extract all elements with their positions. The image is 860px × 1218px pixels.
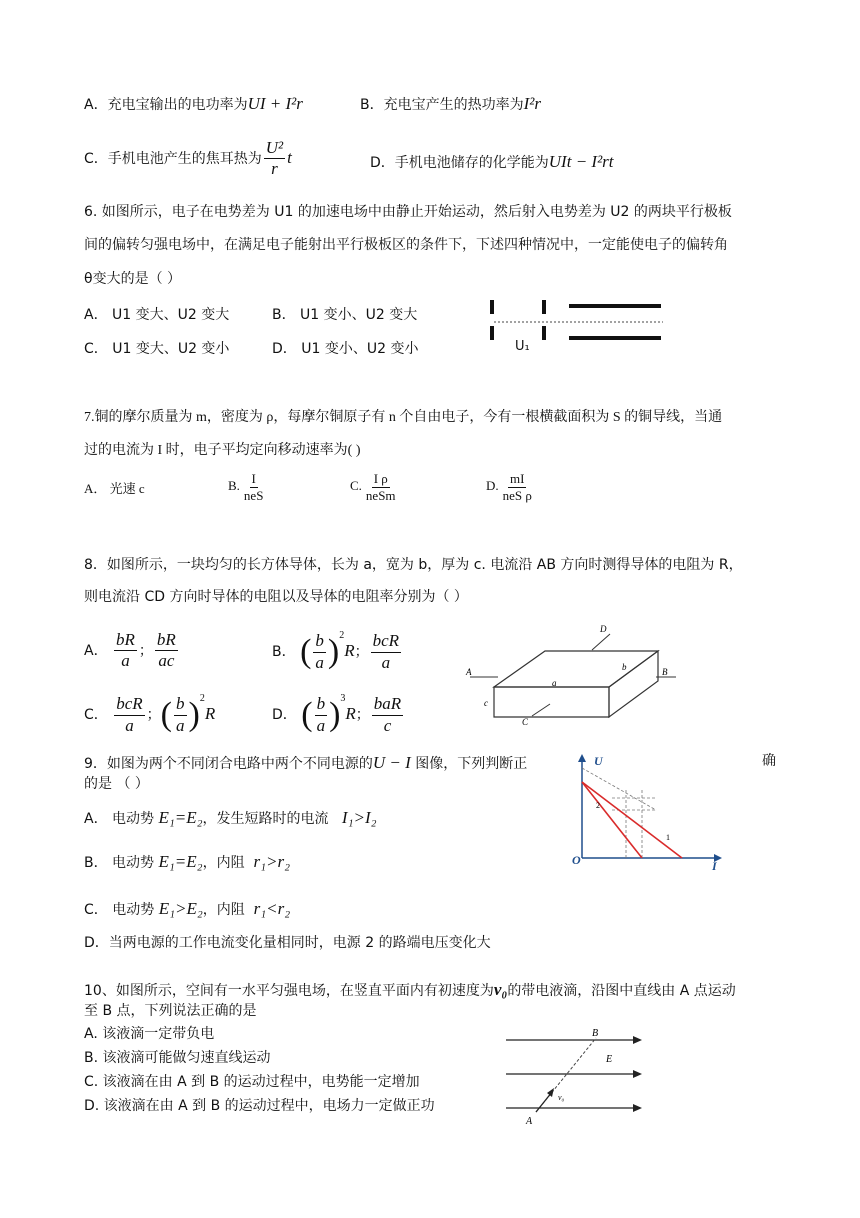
v0-label: v₀	[558, 1093, 565, 1102]
block-side-face	[609, 651, 658, 717]
q8-b-frac1-num: b	[313, 631, 326, 652]
q7-option-b	[228, 471, 267, 503]
q9-a-math: E₁=E₂	[158, 808, 203, 827]
q9-stem-text-a: 9．如图为两个不同闭合电路中两个不同电源的	[84, 756, 373, 772]
q8-c-paren-close: )	[188, 696, 200, 733]
q5-option-b	[360, 94, 541, 114]
q7-option-c-label: C.	[350, 478, 362, 494]
q7-option-d-fraction	[501, 471, 534, 503]
q7-d-den: neS ρ	[502, 487, 532, 503]
fig-label-c-point: C	[522, 717, 529, 727]
q5-option-a-formula: UI + I²r	[247, 94, 303, 113]
q8-a-frac2	[155, 630, 178, 672]
plate-mid-top	[542, 300, 546, 314]
q6-figure	[485, 296, 670, 358]
q9-b-math2: r₁>r₂	[253, 852, 291, 871]
fig-label-length: a	[552, 678, 557, 688]
q5-option-c-text: C．手机电池产生的焦耳热为	[84, 150, 262, 167]
q6-option-d: D． U1 变小、U2 变小	[272, 341, 419, 357]
field-e-label: E	[606, 1054, 613, 1065]
q8-option-d	[272, 693, 405, 736]
q7-c-den: neSm	[365, 487, 396, 503]
deflection-plate-top	[569, 304, 661, 308]
q6-option-b: B． U1 变小、U2 变大	[272, 307, 418, 323]
q8-d-exponent: 3	[340, 693, 346, 704]
q6-option-a: A． U1 变大、U2 变大	[84, 307, 230, 323]
q8-c-frac2-num: b	[174, 694, 187, 715]
block-front-face	[494, 687, 609, 717]
q8-a-frac1-num: bR	[114, 630, 137, 651]
q8-c-sep: ；	[146, 707, 161, 723]
q10-field-figure	[502, 1026, 652, 1126]
q8-c-exponent: 2	[199, 693, 205, 704]
q9-stem-line2: 的是 （ ）	[84, 776, 149, 792]
q6-stem-line3: θ变大的是（ ）	[84, 271, 182, 287]
q7-stem-line1: 7.铜的摩尔质量为 m，密度为 ρ，每摩尔铜原子有 n 个自由电子，今有一根横截面积为 S 的铜导线，当通	[84, 410, 723, 425]
i-axis-label: I	[712, 859, 717, 873]
q8-d-frac2	[372, 694, 403, 736]
plate-left-top	[490, 300, 494, 314]
q8-a-label: A．	[84, 642, 108, 659]
q9-stem-math: U − I	[372, 753, 411, 772]
q8-b-paren-close: )	[327, 633, 340, 670]
q8-d-paren-open: (	[301, 696, 313, 733]
v0-vector-arrow	[547, 1088, 554, 1097]
q6-option-c: C． U1 变大、U2 变小	[84, 341, 230, 357]
q5-option-a-text: A．充电宝输出的电功率为	[84, 97, 248, 113]
u-axis-label: U	[594, 754, 603, 768]
q8-d-frac1-num: b	[315, 694, 328, 715]
q10-stem-v0: v₀	[493, 980, 508, 999]
q8-c-frac1	[114, 694, 144, 736]
q9-b-math: E₁=E₂	[158, 852, 203, 871]
origin-label: O	[572, 853, 581, 867]
q9-option-c	[84, 899, 290, 919]
q9-ui-graph	[570, 752, 730, 873]
q5-option-d	[370, 152, 614, 172]
q10-stem-line1	[84, 980, 736, 1000]
lead-c	[532, 704, 550, 716]
q7-c-num: I ρ	[373, 471, 388, 486]
fig-label-b-point: B	[662, 667, 668, 677]
q5-option-a	[84, 94, 303, 114]
u-axis-arrow	[578, 754, 586, 762]
q8-d-frac2-den: c	[383, 715, 392, 735]
q7-option-c	[350, 471, 400, 503]
q8-b-frac2	[371, 631, 401, 673]
q9-c-math2: r₁<r₂	[253, 899, 291, 918]
q5-option-c-fraction	[264, 138, 285, 180]
q8-c-frac1-num: bcR	[114, 694, 144, 715]
fig-label-d-point: D	[600, 624, 607, 634]
q10-option-a: A. 该液滴一定带负电	[84, 1026, 215, 1042]
q8-a-frac1	[114, 630, 137, 672]
fig-label-thickness: c	[484, 698, 488, 708]
q8-c-frac1-den: a	[125, 715, 134, 735]
q8-d-r: R	[345, 704, 356, 723]
q7-option-a: A． 光速 c	[84, 481, 145, 496]
q5-option-d-text: D．手机电池储存的化学能为	[370, 155, 549, 171]
q7-option-b-label: B.	[228, 478, 240, 494]
q8-d-paren-close: )	[329, 696, 341, 733]
q8-b-frac2-num: bcR	[371, 631, 401, 652]
q6-stem-line1: 6. 如图所示，电子在电势差为 U1 的加速电场中由静止开始运动，然后射入电势差为 U2 的两块平行极板	[84, 204, 732, 220]
fig-label-a-point: A	[466, 667, 472, 677]
q8-stem-line2: 则电流沿 CD 方向时导体的电阻以及导体的电阻率分别为（ ）	[84, 589, 468, 605]
line-2-label: 2	[596, 801, 600, 810]
q8-a-frac2-den: ac	[158, 651, 175, 671]
q7-option-d-label: D.	[486, 478, 499, 494]
q10-stem-line2: 至 B 点，下列说法正确的是	[84, 1003, 257, 1019]
q8-b-frac1	[313, 631, 326, 673]
q9-stem-line1-end: 确	[762, 753, 776, 769]
q8-b-paren-open: (	[300, 633, 312, 670]
q8-option-b	[272, 630, 403, 673]
q9-a-pre: A． 电动势	[84, 811, 159, 827]
q8-d-frac1-den: a	[316, 715, 326, 735]
q8-figure-block	[462, 620, 682, 730]
q7-stem-line2: 过的电流为 I 时，电子平均定向移动速率为( )	[84, 443, 361, 458]
q8-d-frac2-num: baR	[372, 694, 403, 715]
line-1-label: 1	[666, 833, 670, 842]
point-a-label: A	[526, 1116, 533, 1127]
q8-b-exponent: 2	[339, 630, 345, 641]
q5-option-c-tail: t	[287, 147, 292, 167]
q9-c-math: E₁>E₂	[158, 899, 203, 918]
q7-b-num: I	[251, 471, 256, 486]
plate-left-bottom	[490, 326, 494, 340]
q9-stem-line1	[84, 753, 527, 773]
q8-b-r: R	[344, 641, 355, 660]
q9-b-pre: B． 电动势	[84, 855, 159, 871]
q8-d-label: D．	[272, 707, 297, 723]
q9-c-pre: C． 电动势	[84, 902, 159, 918]
q8-b-label: B．	[272, 644, 296, 660]
q7-d-num: mI	[510, 471, 525, 486]
deflection-plate-bottom	[569, 336, 661, 340]
q8-stem-line1: 8．如图所示，一块均匀的长方体导体，长为 a，宽为 b，厚为 c. 电流沿 AB 方向时测得导体的电阻为 R，	[84, 557, 743, 573]
q9-c-mid: ，内阻	[202, 902, 245, 918]
q8-option-c	[84, 693, 215, 736]
q8-a-sep: ；	[138, 642, 153, 659]
plate-mid-bottom	[542, 326, 546, 340]
q8-c-label: C．	[84, 707, 108, 723]
guide-dashed	[582, 768, 656, 810]
q10-stem-text-b: 的带电液滴，沿图中直线由 A 点运动	[507, 983, 736, 999]
q9-a-math2: I₁>I₂	[341, 808, 377, 827]
q8-a-frac2-num: bR	[155, 630, 178, 651]
q6-figure-label-u1: U₁	[515, 339, 530, 354]
q8-c-r: R	[204, 704, 216, 723]
q5-c-denominator: r	[271, 159, 278, 179]
q8-c-frac2-den: a	[176, 715, 185, 735]
q5-option-d-formula: UIt − I²rt	[548, 152, 614, 171]
q8-a-frac1-den: a	[121, 651, 130, 671]
q7-option-b-fraction	[242, 471, 266, 503]
field-line-3-arrow	[633, 1104, 642, 1112]
q9-a-mid: ，发生短路时的电流	[202, 811, 329, 827]
q9-option-a	[84, 808, 377, 828]
field-line-1-arrow	[633, 1036, 642, 1044]
q10-option-c: C. 该液滴在由 A 到 B 的运动过程中，电势能一定增加	[84, 1074, 420, 1090]
q5-option-c	[84, 138, 292, 180]
q5-option-b-text: B．充电宝产生的热功率为	[360, 97, 524, 113]
q8-c-frac2	[174, 694, 187, 736]
q8-option-a	[84, 630, 180, 672]
q8-d-sep: ；	[355, 707, 370, 723]
q10-stem-text-a: 10、如图所示，空间有一水平匀强电场，在竖直平面内有初速度为	[84, 983, 494, 999]
field-line-2-arrow	[633, 1070, 642, 1078]
q5-c-numerator: U²	[264, 138, 285, 159]
q9-stem-text-b: 图像，下列判断正	[410, 756, 528, 772]
fig-label-width: b	[622, 662, 627, 672]
point-b-label: B	[592, 1028, 599, 1039]
q9-b-mid: ，内阻	[202, 855, 245, 871]
q7-option-d	[486, 471, 536, 503]
q10-option-d: D. 该液滴在由 A 到 B 的运动过程中，电场力一定做正功	[84, 1098, 435, 1114]
q5-option-b-formula: I²r	[523, 94, 541, 113]
q8-b-frac2-den: a	[381, 652, 391, 672]
q10-option-b: B. 该液滴可能做匀速直线运动	[84, 1050, 271, 1066]
q7-b-den: neS	[243, 487, 264, 503]
q7-option-c-fraction	[364, 471, 398, 503]
q8-d-frac1	[315, 694, 328, 736]
q8-b-frac1-den: a	[315, 652, 324, 672]
q9-option-d: D．当两电源的工作电流变化量相同时，电源 2 的路端电压变化大	[84, 935, 491, 951]
q6-stem-line2: 间的偏转匀强电场中，在满足电子能射出平行极板区的条件下，下述四种情况中，一定能使电子的偏转角	[84, 237, 728, 253]
lead-d	[592, 634, 610, 650]
q9-option-b	[84, 852, 290, 872]
q8-c-paren-open: (	[160, 696, 172, 733]
q8-b-sep: ；	[354, 644, 369, 660]
